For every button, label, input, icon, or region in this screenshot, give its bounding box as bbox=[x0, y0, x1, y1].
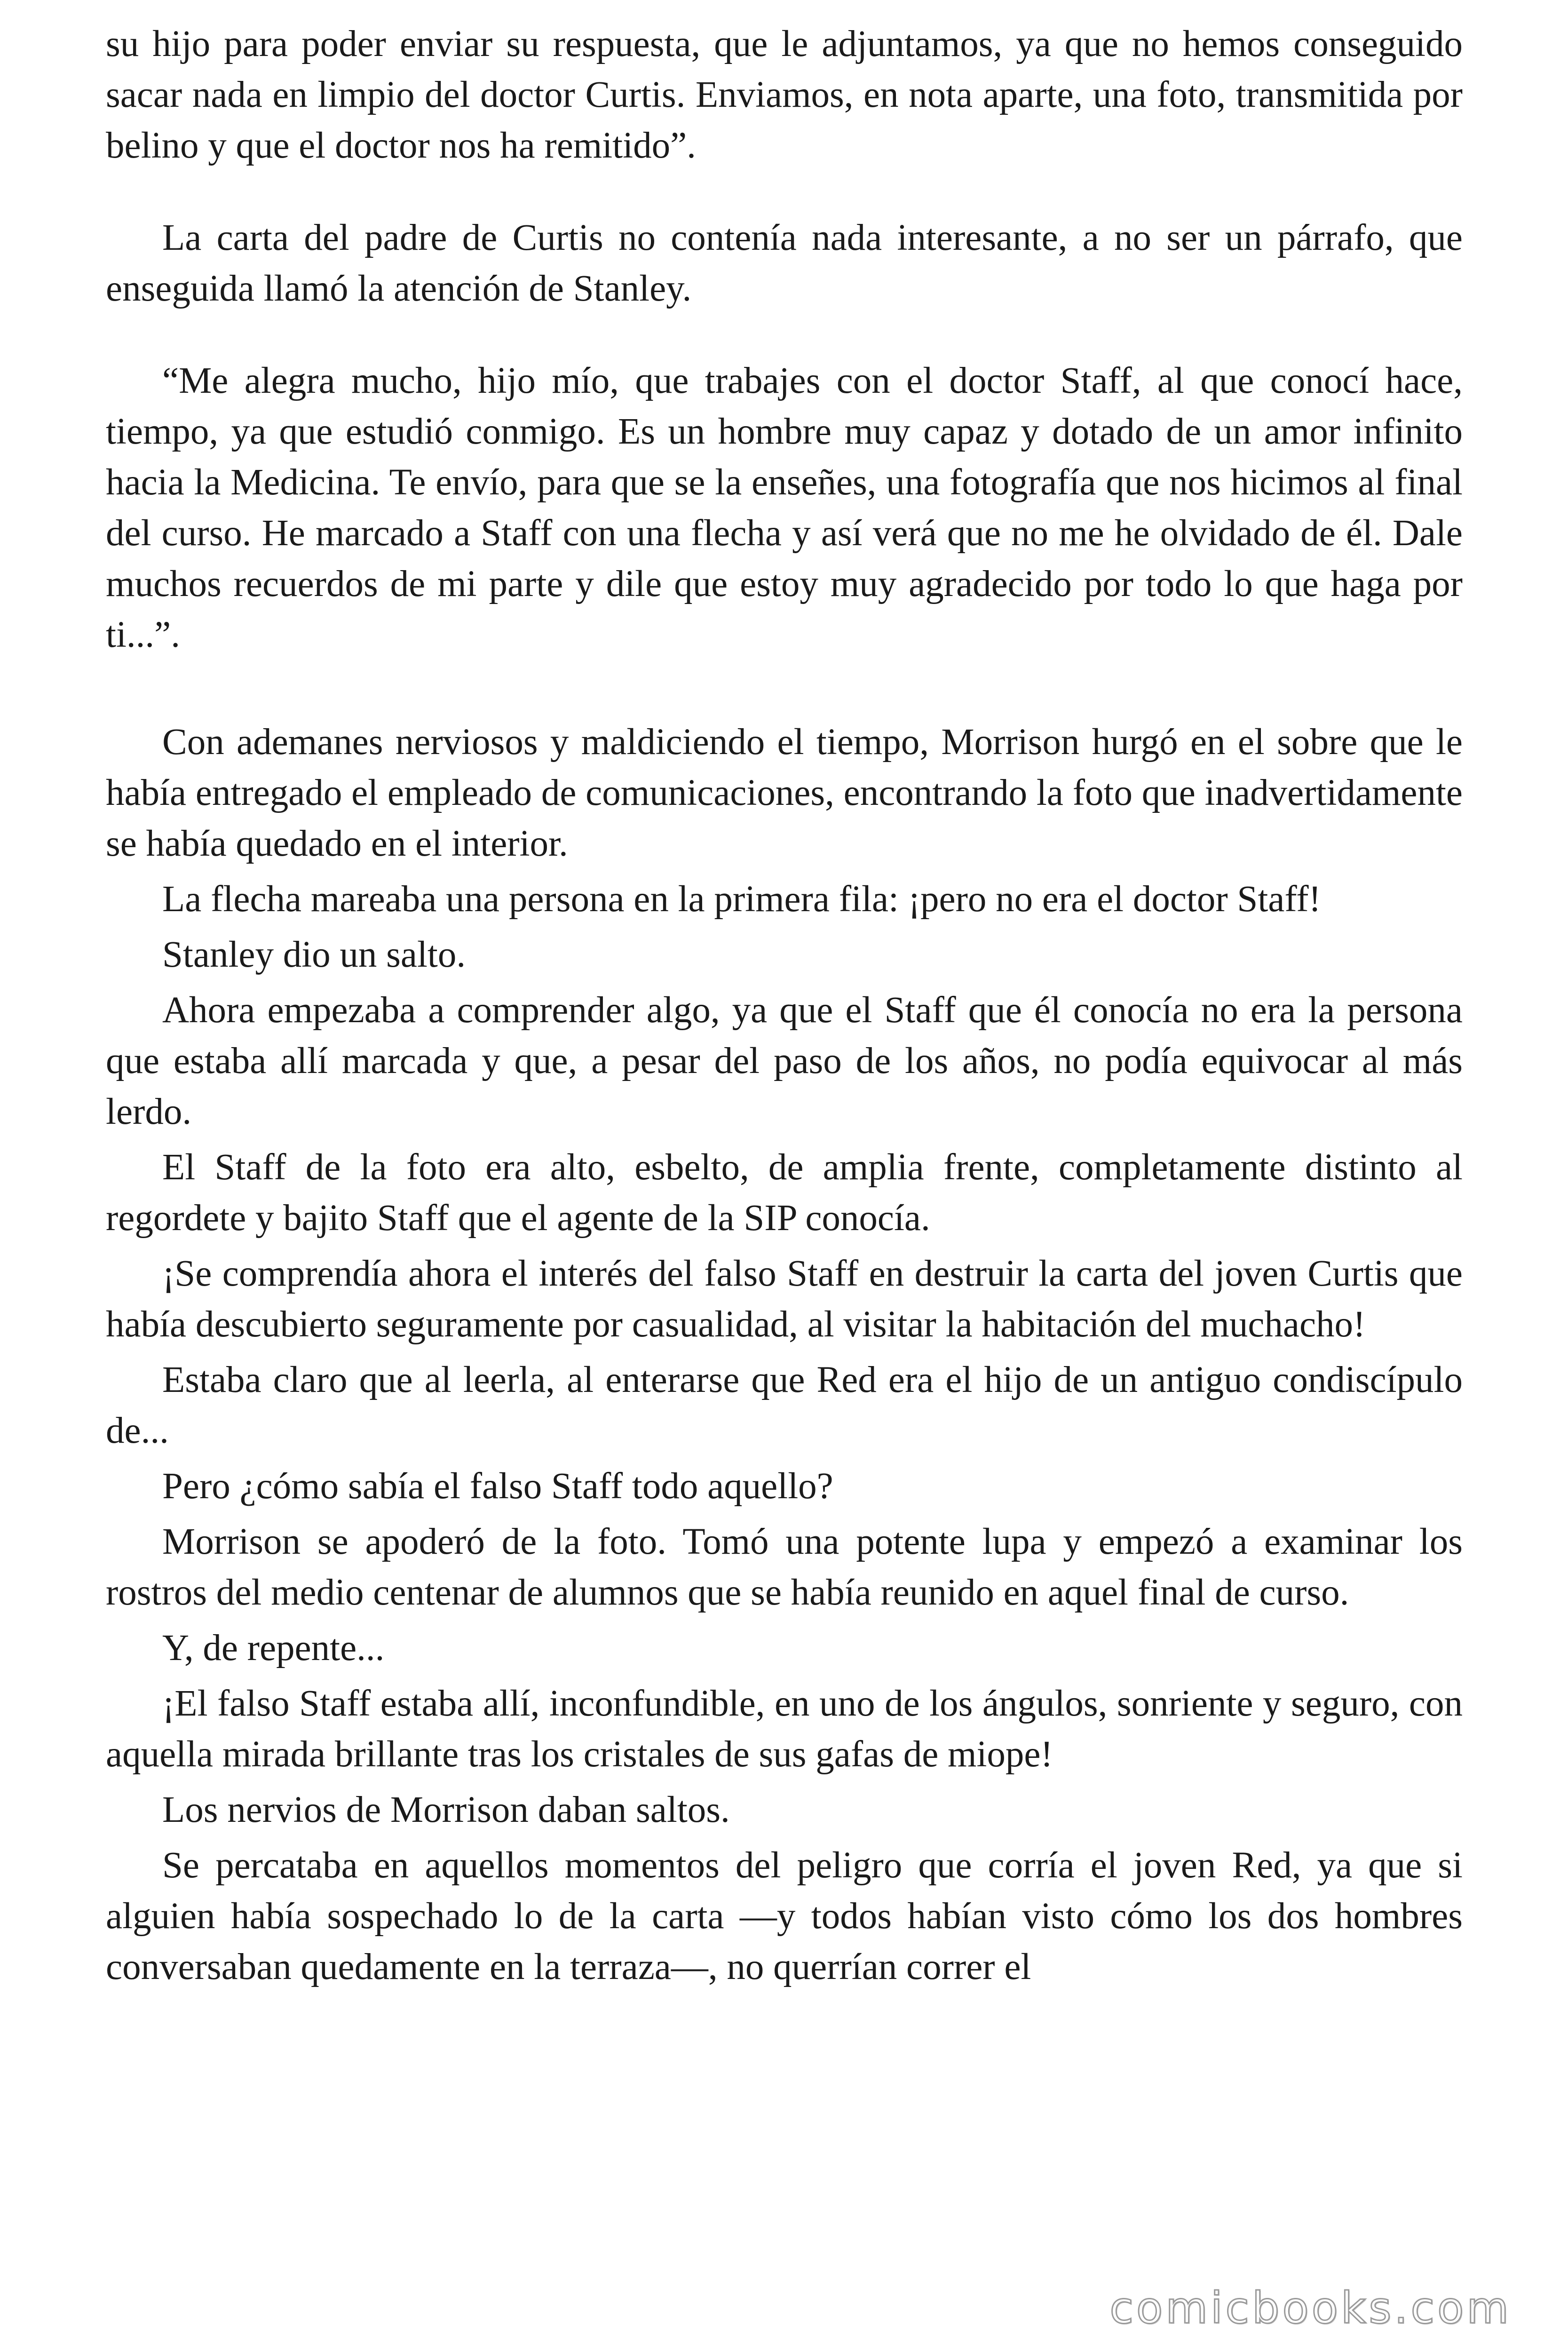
paragraph: Morrison se apoderó de la foto. Tomó una potente lupa y empezó a examinar los rostros del medio centenar de alumnos que se había reunido en aquel final de curso. bbox=[106, 1521, 1463, 1613]
paragraph: Con ademanes nerviosos y maldiciendo el tiempo, Morrison hurgó en el sobre que le había entregado el empleado de comunicaciones, encontrando la foto que inadvertidamente se había quedado en el interior. bbox=[106, 722, 1463, 864]
paragraph: El Staff de la foto era alto, esbelto, de amplia frente, completamente distinto al regordete y bajito Staff que el agente de la SIP conocía. bbox=[106, 1147, 1463, 1239]
watermark: comicbooks.com bbox=[1109, 2283, 1512, 2333]
paragraph: Se percataba en aquellos momentos del peligro que corría el joven Red, ya que si alguien había sospechado lo de la carta —y todos habían visto cómo los dos hombres conversaban quedamente en la terraza—, no querrían correr el bbox=[106, 1845, 1463, 1987]
paragraph: La flecha mareaba una persona en la primera fila: ¡pero no era el doctor Staff! bbox=[162, 879, 1321, 920]
paragraph: Ahora empezaba a comprender algo, ya que el Staff que él conocía no era la persona que estaba allí marcada y que, a pesar del paso de los años, no podía equivocar al más lerdo. bbox=[106, 990, 1463, 1132]
paragraph: La carta del padre de Curtis no contenía nada interesante, a no ser un párrafo, que enseguida llamó la atención de Stanley. bbox=[106, 217, 1463, 309]
paragraph: “Me alegra mucho, hijo mío, que trabajes con el doctor Staff, al que conocí hace, tiempo, ya que estudió conmigo. Es un hombre muy capaz y dotado de un amor infinito hacia la Medicina. Te envío, para que se la enseñes, una fotografía que nos hicimos al final del curso. He marcado a Staff con una flecha y así verá que no me he olvidado de él. Dale muchos recuerdos de mi parte y dile que estoy muy agradecido por todo lo que haga por ti...”. bbox=[106, 360, 1463, 655]
paragraph: ¡Se comprendía ahora el interés del falso Staff en destruir la carta del joven Curtis que había descubierto seguramente por casualidad, al visitar la habitación del muchacho! bbox=[106, 1253, 1463, 1345]
paragraph: Los nervios de Morrison daban saltos. bbox=[162, 1789, 730, 1830]
paragraph: Stanley dio un salto. bbox=[162, 934, 466, 975]
paragraph: Estaba claro que al leerla, al enterarse que Red era el hijo de un antiguo condiscípulo de... bbox=[106, 1359, 1463, 1451]
body-text bbox=[106, 19, 1463, 1993]
paragraph: su hijo para poder enviar su respuesta, que le adjuntamos, ya que no hemos conseguido sacar nada en limpio del doctor Curtis. Enviamos, en nota aparte, una foto, transmitida por belino y que el doctor nos ha remitido”. bbox=[106, 24, 1463, 166]
paragraph: ¡El falso Staff estaba allí, inconfundible, en uno de los ángulos, sonriente y seguro, con aquella mirada brillante tras los cristales de sus gafas de miope! bbox=[106, 1683, 1463, 1775]
paragraph: Pero ¿cómo sabía el falso Staff todo aquello? bbox=[162, 1466, 833, 1507]
paragraph: Y, de repente... bbox=[162, 1628, 385, 1669]
